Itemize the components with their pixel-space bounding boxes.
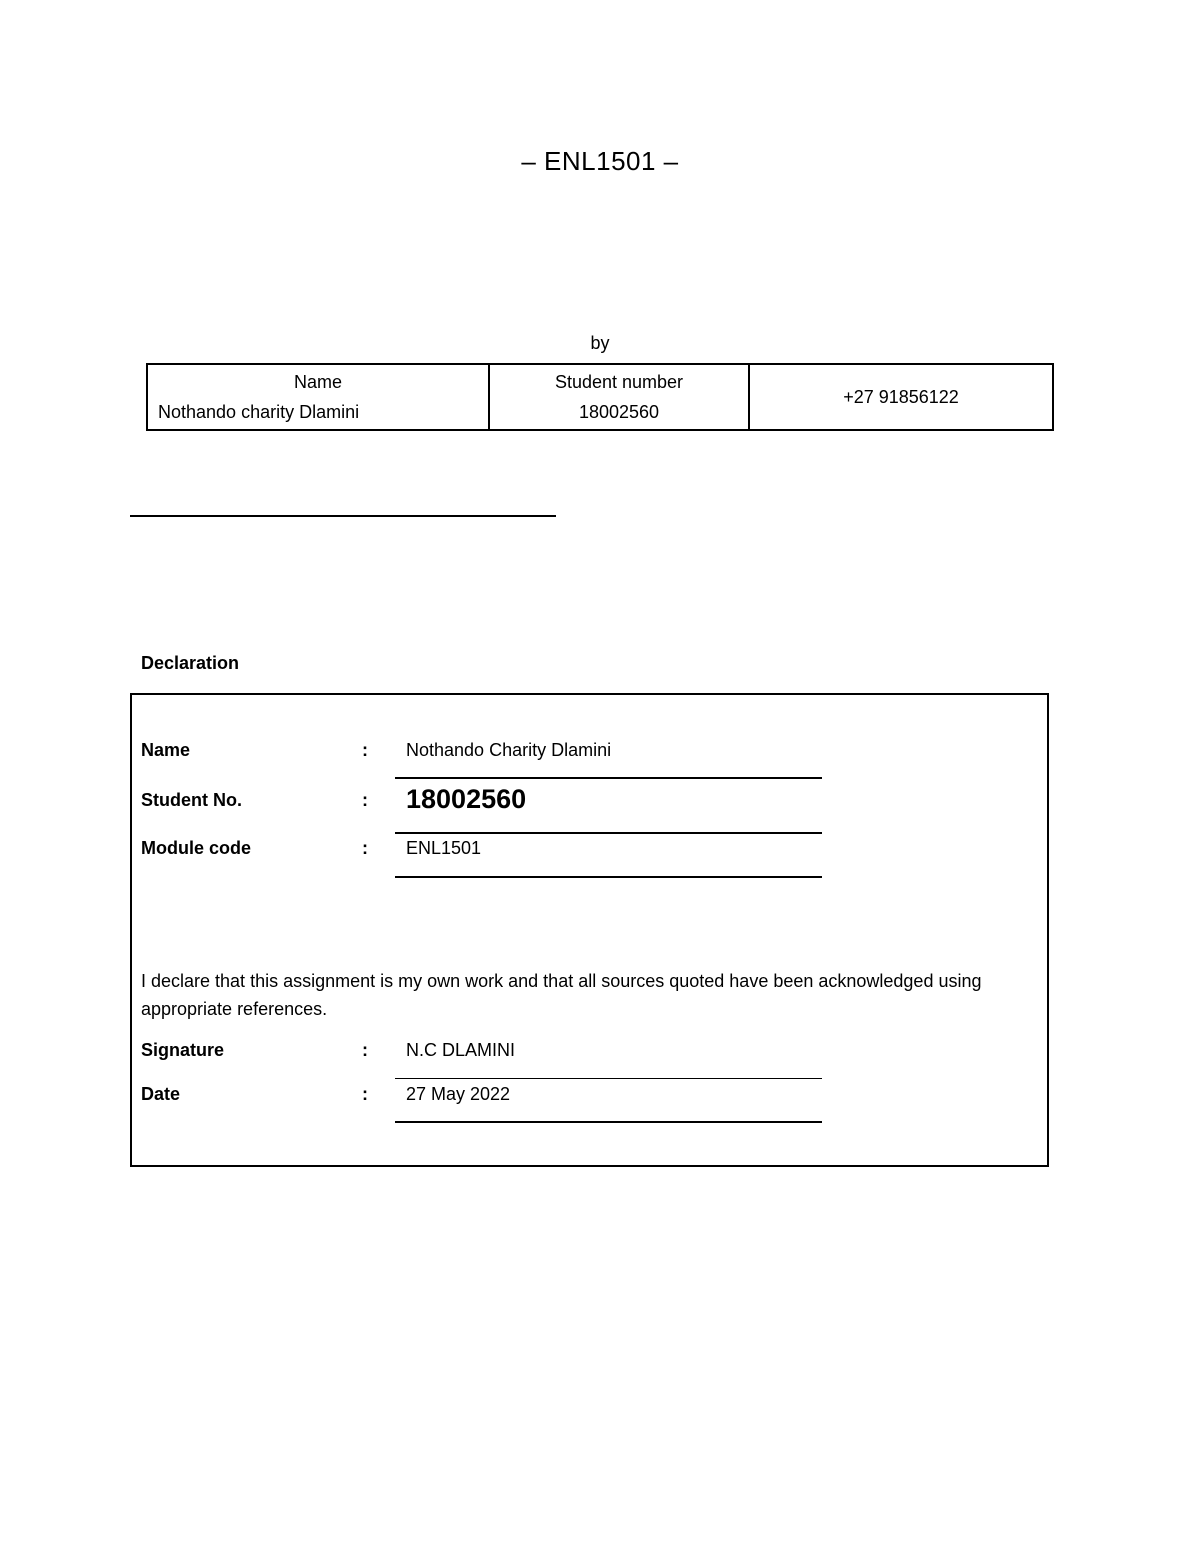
declaration-statement: I declare that this assignment is my own work and that all sources quoted have been acknowledged using appropriate references. (141, 971, 982, 1019)
field-value-name: Nothando Charity Dlamini (406, 740, 612, 760)
phone-cell (749, 364, 1053, 430)
field-value-signature: N.C DLAMINI (406, 1040, 516, 1060)
student-number-value: 18002560 (578, 402, 660, 422)
field-underline (395, 832, 822, 834)
declaration-box (130, 693, 1049, 1167)
field-underline (395, 1121, 822, 1123)
horizontal-rule (130, 515, 556, 517)
field-label-signature: Signature (141, 1040, 225, 1060)
field-separator: : (362, 838, 368, 858)
field-label-name: Name (141, 740, 191, 760)
name-value: Nothando charity Dlamini (158, 402, 360, 422)
declaration-heading: Declaration (141, 653, 240, 673)
field-separator: : (362, 740, 368, 760)
field-value-date: 27 May 2022 (406, 1084, 511, 1104)
name-header: Name (293, 372, 342, 392)
field-label-date: Date (141, 1084, 181, 1104)
field-separator: : (362, 790, 368, 810)
document-title: – ENL1501 – (521, 146, 679, 176)
field-label-module-code: Module code (141, 838, 252, 858)
student-number-cell (489, 364, 749, 430)
student-info-table (146, 363, 1054, 431)
table-row (147, 364, 1053, 430)
phone-value: +27 91856122 (843, 386, 959, 407)
field-underline (395, 876, 822, 878)
student-number-header: Student number (554, 372, 684, 392)
field-label-student-no: Student No. (141, 790, 242, 810)
field-separator: : (362, 1040, 368, 1060)
field-underline (395, 1078, 822, 1079)
field-underline (395, 777, 822, 779)
field-separator: : (362, 1084, 368, 1104)
by-label: by (590, 333, 610, 353)
field-value-module-code: ENL1501 (406, 838, 482, 858)
name-cell (147, 364, 489, 430)
field-value-student-no: 18002560 (406, 784, 527, 814)
